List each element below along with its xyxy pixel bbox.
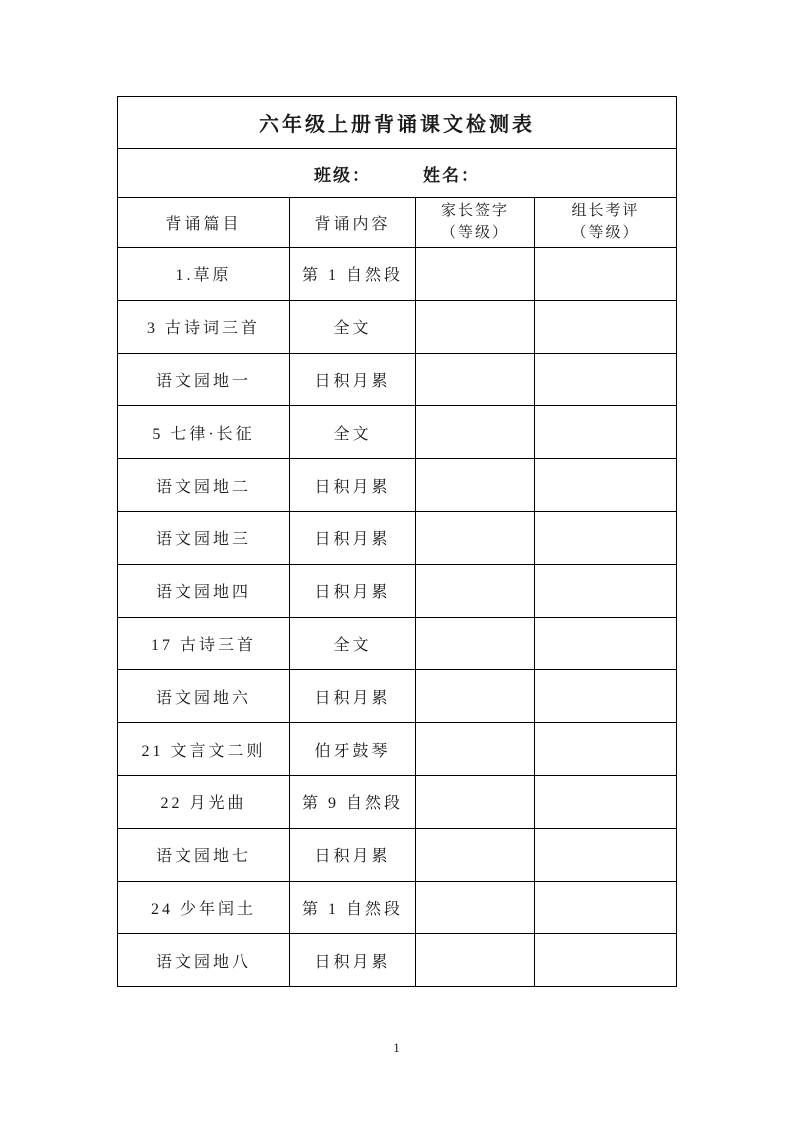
table-row <box>118 459 677 512</box>
header-parent-signature <box>416 198 535 248</box>
item-cell: 3 古诗词三首 <box>118 300 290 353</box>
table-row <box>118 881 677 934</box>
leader-review-cell[interactable] <box>535 300 677 353</box>
parent-signature-cell[interactable] <box>416 406 535 459</box>
item-cell: 语文园地七 <box>118 828 290 881</box>
content-cell: 伯牙鼓琴 <box>290 723 416 776</box>
table-row <box>118 406 677 459</box>
parent-signature-cell[interactable] <box>416 564 535 617</box>
header-leader-review-line1: 组长考评 <box>571 202 640 219</box>
leader-review-cell[interactable] <box>535 775 677 828</box>
content-cell: 日积月累 <box>290 353 416 406</box>
content-cell: 全文 <box>290 300 416 353</box>
content-cell: 日积月累 <box>290 934 416 987</box>
parent-signature-cell[interactable] <box>416 617 535 670</box>
recitation-check-table <box>117 96 677 987</box>
item-cell: 1.草原 <box>118 248 290 301</box>
table-row <box>118 934 677 987</box>
parent-signature-cell[interactable] <box>416 353 535 406</box>
header-parent-signature-line2: （等级） <box>440 224 509 241</box>
content-cell: 全文 <box>290 617 416 670</box>
item-cell: 17 古诗三首 <box>118 617 290 670</box>
table-title: 六年级上册背诵课文检测表 <box>118 97 677 149</box>
parent-signature-cell[interactable] <box>416 828 535 881</box>
content-cell: 全文 <box>290 406 416 459</box>
table-row <box>118 617 677 670</box>
leader-review-cell[interactable] <box>535 511 677 564</box>
table-row <box>118 248 677 301</box>
class-name-row <box>118 149 677 198</box>
item-cell: 21 文言文二则 <box>118 723 290 776</box>
parent-signature-cell[interactable] <box>416 775 535 828</box>
table-row <box>118 775 677 828</box>
leader-review-cell[interactable] <box>535 459 677 512</box>
content-cell: 第 1 自然段 <box>290 881 416 934</box>
parent-signature-cell[interactable] <box>416 248 535 301</box>
parent-signature-cell[interactable] <box>416 723 535 776</box>
parent-signature-cell[interactable] <box>416 459 535 512</box>
item-cell: 语文园地四 <box>118 564 290 617</box>
class-name-cell <box>118 149 677 198</box>
table-row <box>118 353 677 406</box>
leader-review-cell[interactable] <box>535 564 677 617</box>
item-cell: 语文园地八 <box>118 934 290 987</box>
content-cell: 日积月累 <box>290 670 416 723</box>
leader-review-cell[interactable] <box>535 723 677 776</box>
content-cell: 日积月累 <box>290 511 416 564</box>
table-row <box>118 511 677 564</box>
leader-review-cell[interactable] <box>535 353 677 406</box>
leader-review-cell[interactable] <box>535 934 677 987</box>
parent-signature-cell[interactable] <box>416 881 535 934</box>
header-leader-review <box>535 198 677 248</box>
table-row <box>118 828 677 881</box>
content-cell: 日积月累 <box>290 828 416 881</box>
item-cell: 语文园地二 <box>118 459 290 512</box>
item-cell: 24 少年闰土 <box>118 881 290 934</box>
title-row <box>118 97 677 149</box>
parent-signature-cell[interactable] <box>416 300 535 353</box>
header-row <box>118 198 677 248</box>
item-cell: 语文园地一 <box>118 353 290 406</box>
leader-review-cell[interactable] <box>535 828 677 881</box>
leader-review-cell[interactable] <box>535 617 677 670</box>
item-cell: 语文园地三 <box>118 511 290 564</box>
header-parent-signature-line1: 家长签字 <box>440 202 509 219</box>
item-cell: 5 七律·长征 <box>118 406 290 459</box>
class-label: 班级： <box>314 165 371 185</box>
leader-review-cell[interactable] <box>535 881 677 934</box>
parent-signature-cell[interactable] <box>416 670 535 723</box>
name-label: 姓名： <box>423 165 480 185</box>
table-row <box>118 670 677 723</box>
leader-review-cell[interactable] <box>535 248 677 301</box>
parent-signature-cell[interactable] <box>416 934 535 987</box>
content-cell: 日积月累 <box>290 459 416 512</box>
content-cell: 日积月累 <box>290 564 416 617</box>
header-leader-review-line2: （等级） <box>571 224 640 241</box>
table-row <box>118 723 677 776</box>
content-cell: 第 1 自然段 <box>290 248 416 301</box>
content-cell: 第 9 自然段 <box>290 775 416 828</box>
table-row <box>118 300 677 353</box>
leader-review-cell[interactable] <box>535 406 677 459</box>
item-cell: 语文园地六 <box>118 670 290 723</box>
header-item-column: 背诵篇目 <box>118 198 290 248</box>
parent-signature-cell[interactable] <box>416 511 535 564</box>
page-number: 1 <box>393 1040 400 1055</box>
leader-review-cell[interactable] <box>535 670 677 723</box>
header-content-column: 背诵内容 <box>290 198 416 248</box>
table-row <box>118 564 677 617</box>
item-cell: 22 月光曲 <box>118 775 290 828</box>
